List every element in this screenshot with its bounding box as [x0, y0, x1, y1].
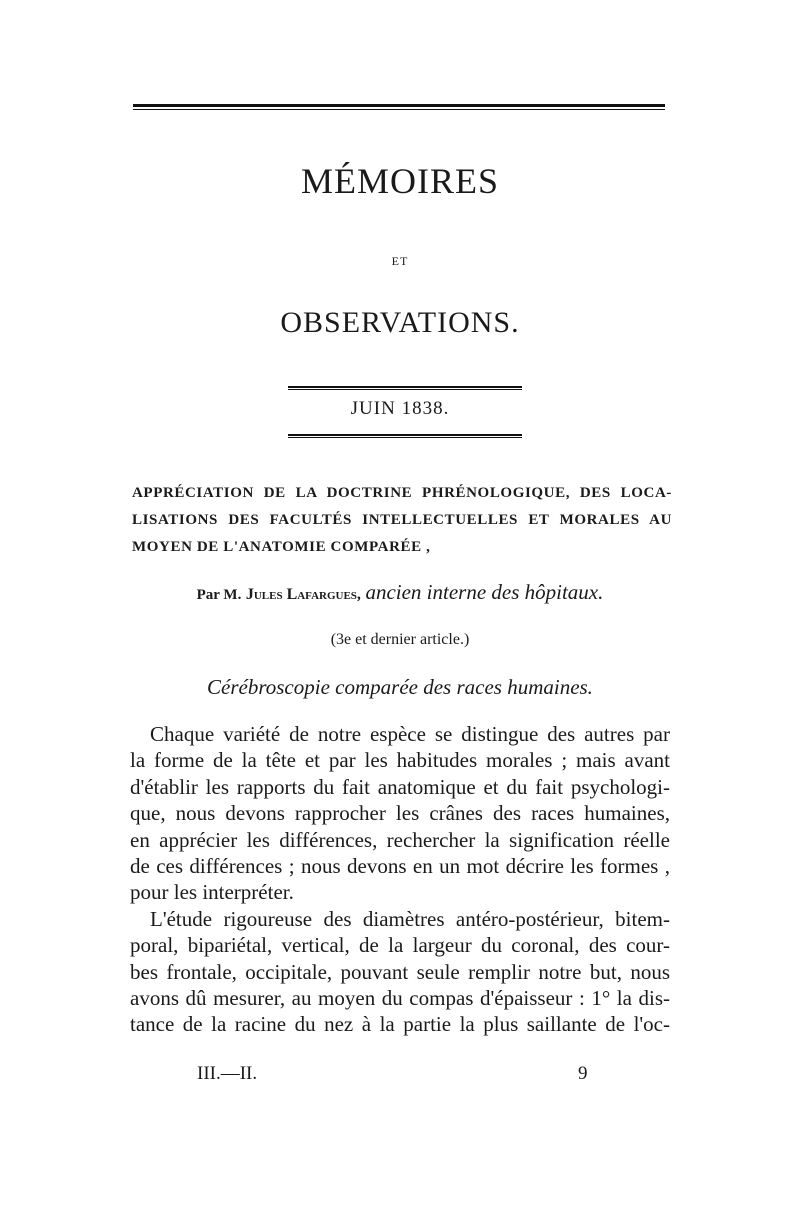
signature-mark: III.—II. — [197, 1063, 258, 1084]
upper-divider-rule — [288, 386, 522, 390]
body-text — [130, 721, 670, 1038]
article-note: (3e et dernier article.) — [330, 631, 470, 648]
article-title-line: LISATIONS DES FACULTÉS INTELLECTUELLES ET MORALES AU — [132, 512, 672, 528]
body-line: d'établir les rapports du fait anatomique et du fait psychologi- — [130, 774, 670, 799]
author-role: ancien interne des hôpitaux. — [365, 580, 604, 604]
issue-date: JUIN 1838. — [350, 398, 450, 419]
journal-subtitle: OBSERVATIONS. — [280, 306, 520, 339]
page-number: 9 — [578, 1063, 588, 1084]
journal-title-conjunction: ET — [391, 254, 409, 268]
body-line: pour les interpréter. — [130, 880, 294, 905]
body-line: la forme de la tête et par les habitudes morales ; mais avant — [130, 748, 670, 773]
article-title-line: APPRÉCIATION DE LA DOCTRINE PHRÉNOLOGIQUE, DES LOCA- — [132, 485, 672, 501]
body-line: bes frontale, occipitale, pouvant seule remplir notre but, nous — [130, 959, 670, 984]
author-name: Jules Lafargues, — [245, 586, 361, 603]
top-rule — [133, 104, 665, 110]
body-line: de ces différences ; nous devons en un mot décrire les formes , — [130, 854, 670, 879]
body-line: poral, bipariétal, vertical, de la largeur du coronal, des cour- — [130, 933, 670, 958]
article-title-line: MOYEN DE L'ANATOMIE COMPARÉE , — [132, 539, 431, 555]
byline — [0, 580, 800, 605]
body-line: que, nous devons rapprocher les crânes des races humaines, — [130, 801, 670, 826]
body-line: Chaque variété de notre espèce se distingue des autres par — [150, 722, 670, 746]
body-line: L'étude rigoureuse des diamètres antéro-postérieur, bitem- — [150, 906, 670, 931]
section-heading: Cérébroscopie comparée des races humaines. — [207, 675, 593, 699]
byline-prefix: Par M. — [196, 587, 242, 603]
body-line: en apprécier les différences, rechercher la signification réelle — [130, 827, 670, 852]
journal-title: MÉMOIRES — [300, 161, 500, 201]
body-line: avons dû mesurer, au moyen du compas d'épaisseur : 1° la dis- — [130, 986, 670, 1011]
article-title — [132, 480, 672, 561]
lower-divider-rule — [288, 434, 522, 438]
body-line: tance de la racine du nez à la partie la plus saillante de l'oc- — [130, 1012, 670, 1037]
